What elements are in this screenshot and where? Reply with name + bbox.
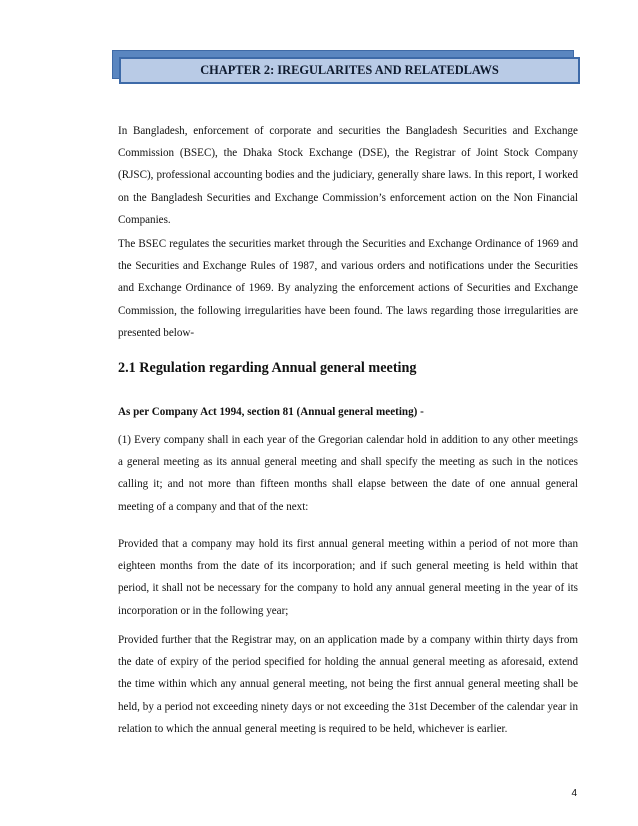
section-paragraph-3: Provided further that the Registrar may, on an application made by a company within thirty days from the date of expiry of the period specified for holding the annual general meeting as aforesaid, extend the time within which any annual general meeting, not being the first annual general meeting shall be held, by a period not exceeding ninety days or not exceeding the 31st December of the calendar year in relation to which the annual general meeting is required to be held, whichever is earlier. xyxy=(118,634,578,735)
section-subheading: As per Company Act 1994, section 81 (Annual general meeting) - xyxy=(118,406,424,418)
intro-paragraph-2: The BSEC regulates the securities market through the Securities and Exchange Ordinance of 1969 and the Securities and Exchange Rules of 1987, and various orders and notifications under the Securities and Exchange Ordinance of 1969. By analyzing the enforcement actions of Securities and Exchange Commission, the following irregularities have been found. The laws regarding those irregularities are presented below- xyxy=(118,238,578,339)
section-paragraph-1: (1) Every company shall in each year of the Gregorian calendar hold in addition to any other meetings a general meeting as its annual general meeting and shall specify the meeting as such in the notices calling it; and not more than fifteen months shall elapse between the date of one annual general meeting of a company and that of the next: xyxy=(118,434,578,513)
section-heading: 2.1 Regulation regarding Annual general meeting xyxy=(118,360,417,376)
intro-paragraph-1: In Bangladesh, enforcement of corporate and securities the Bangladesh Securities and Exchange Commission (BSEC), the Dhaka Stock Exchange (DSE), the Registrar of Joint Stock Company (RJSC), professional accounting bodies and the judiciary, generally share laws. In this report, I worked on the Bangladesh Securities and Exchange Commission’s enforcement action on the Non Financial Companies. xyxy=(118,125,578,226)
chapter-title: CHAPTER 2: IREGULARITES AND RELATEDLAWS xyxy=(200,63,499,77)
chapter-title-banner xyxy=(119,57,580,84)
page-number: 4 xyxy=(571,788,577,799)
section-paragraph-2: Provided that a company may hold its first annual general meeting within a period of not more than eighteen months from the date of its incorporation; and if such general meeting is held within that period, it shall not be necessary for the company to hold any annual general meeting in the year of its incorporation or in the following year; xyxy=(118,538,578,617)
